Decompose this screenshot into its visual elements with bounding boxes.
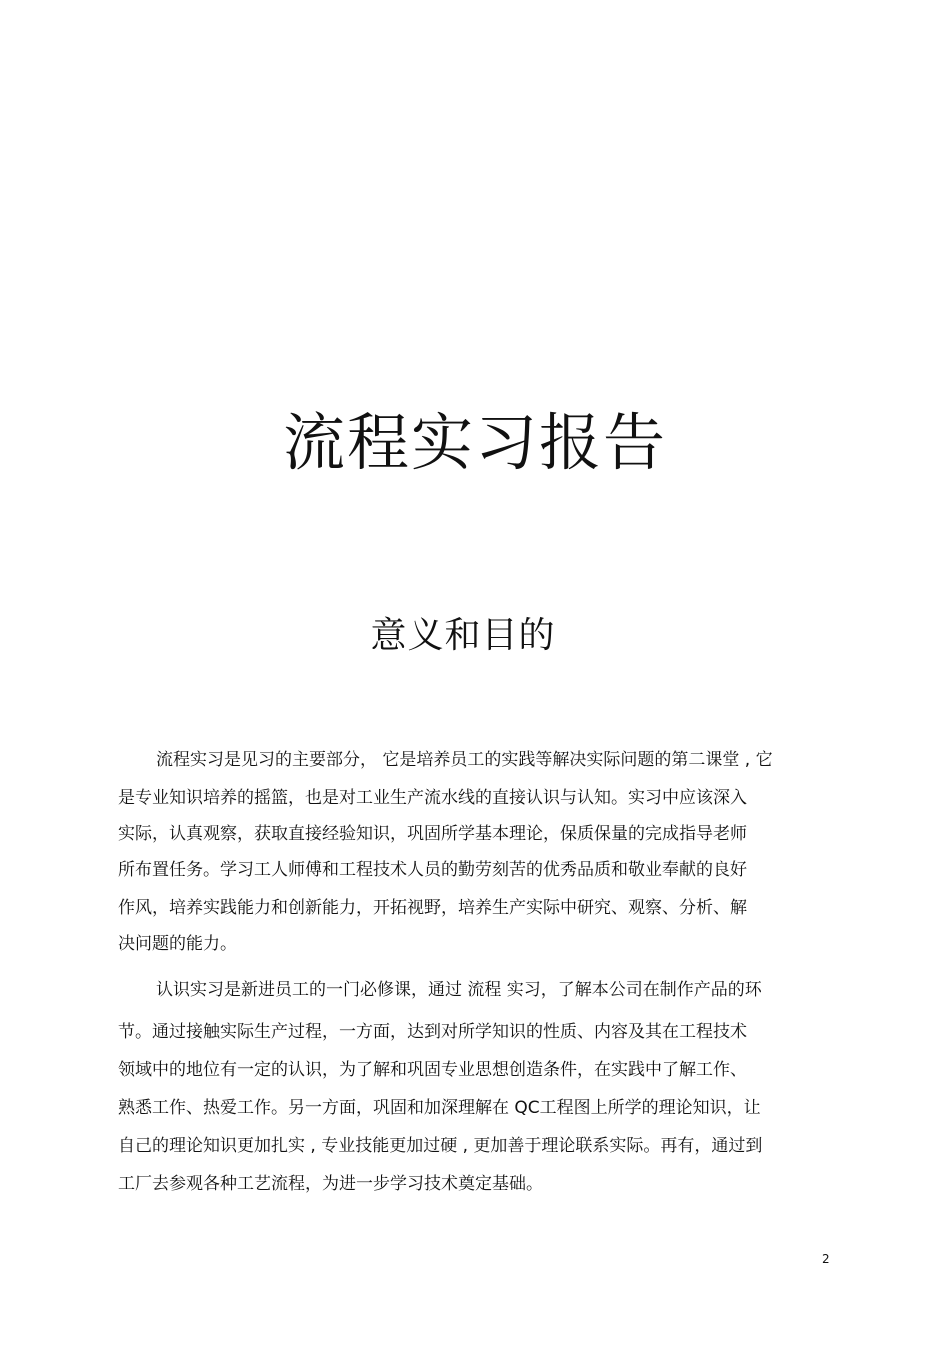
page-number: 2 <box>822 1252 830 1266</box>
section-heading: 意义和目的 <box>370 615 556 656</box>
paragraph-line: 领域中的地位有一定的认识，为了解和巩固专业思想创造条件，在实践中了解工作、 <box>118 1060 747 1080</box>
paragraph-line: 节。通过接触实际生产过程，一方面，达到对所学知识的性质、内容及其在工程技术 <box>118 1022 747 1042</box>
paragraph-line: 作风，培养实践能力和创新能力，开拓视野，培养生产实际中研究、观察、分析、解 <box>118 898 747 918</box>
paragraph-line: 流程实习是见习的主要部分， 它是培养员工的实践等解决实际问题的第二课堂 , 它 <box>156 750 773 770</box>
paragraph-line: 决问题的能力。 <box>118 934 237 954</box>
paragraph-line: 认识实习是新进员工的一门必修课，通过 流程 实习，了解本公司在制作产品的环 <box>156 980 762 1000</box>
paragraph-line: 所布置任务。学习工人师傅和工程技术人员的勤劳刻苦的优秀品质和敬业奉献的良好 <box>118 860 747 880</box>
report-title: 流程实习报告 <box>282 406 667 479</box>
paragraph-line: 熟悉工作、热爱工作。另一方面，巩固和加深理解在 QC工程图上所学的理论知识，让 <box>118 1098 761 1118</box>
paragraph-line: 实际，认真观察，获取直接经验知识，巩固所学基本理论，保质保量的完成指导老师 <box>118 824 747 844</box>
paragraph-line: 工厂去参观各种工艺流程，为进一步学习技术奠定基础。 <box>118 1174 543 1194</box>
paragraph-line: 是专业知识培养的摇篮，也是对工业生产流水线的直接认识与认知。实习中应该深入 <box>118 788 747 808</box>
paragraph-line: 自己的理论知识更加扎实 , 专业技能更加过硬 , 更加善于理论联系实际。再有，通过到 <box>118 1136 763 1156</box>
